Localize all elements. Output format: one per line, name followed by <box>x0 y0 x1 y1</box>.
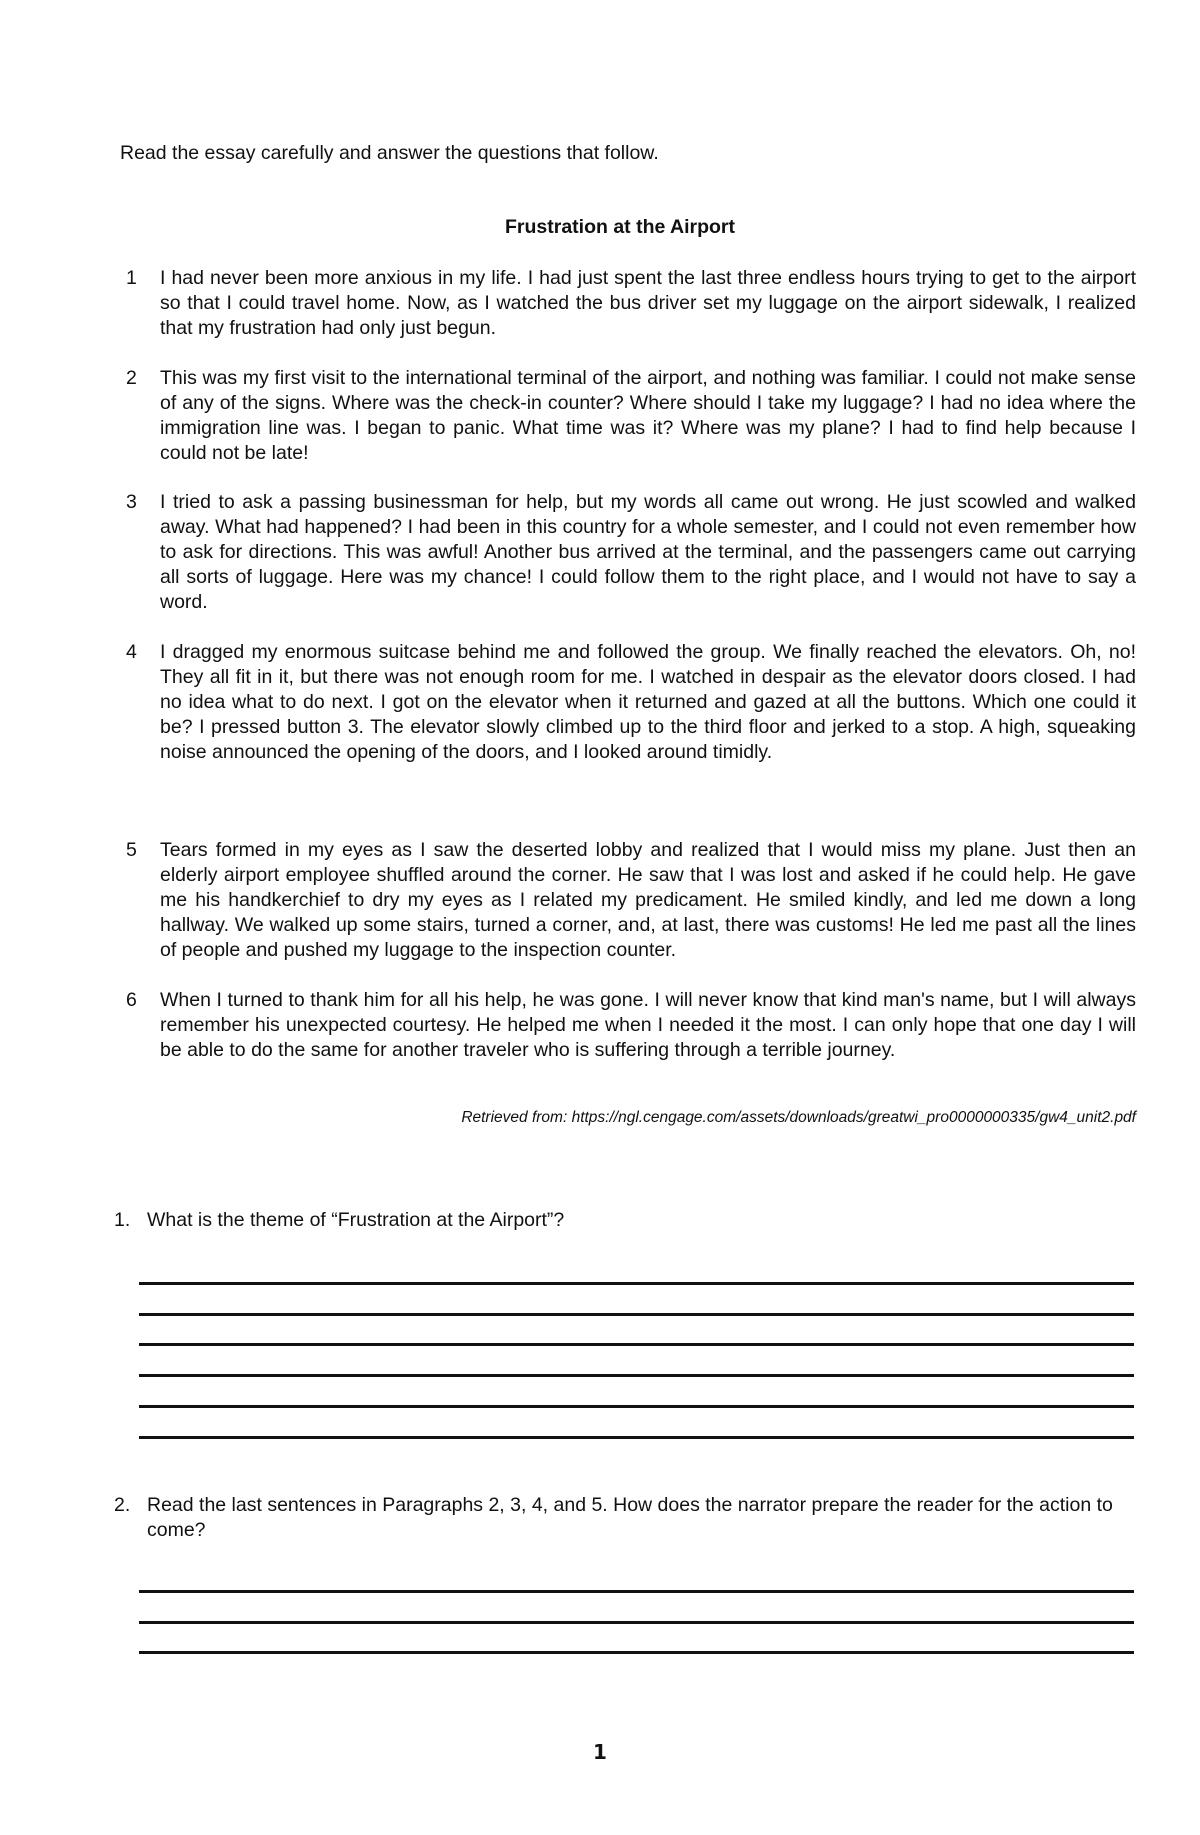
paragraph-number: 5 <box>126 839 137 861</box>
question-1 <box>114 1208 1136 1233</box>
answer-line[interactable] <box>139 1282 1134 1285</box>
question-2 <box>114 1493 1136 1543</box>
paragraph-text: I tried to ask a passing businessman for help, but my words all came out wrong. He just scowled and walked away. What had happened? I had been in this country for a whole semester, and I could not even remember how to ask for directions. This was awful! Another bus arrived at the terminal, and the passengers came out carrying all sorts of luggage. Here was my chance! I could follow them to the right place, and I would not have to say a word. <box>160 491 1136 613</box>
page-number: 1 <box>593 1740 607 1764</box>
paragraph-text: I had never been more anxious in my life. I had just spent the last three endless hours trying to get to the airport so that I could travel home. Now, as I watched the bus driver set my luggage on the airport sidewalk, I realized that my frustration had only just begun. <box>160 267 1136 339</box>
question-text: What is the theme of “Frustration at the Airport”? <box>147 1209 565 1231</box>
paragraph-5 <box>126 838 1136 963</box>
answer-line[interactable] <box>139 1313 1134 1316</box>
paragraph-4 <box>126 640 1136 765</box>
answer-line[interactable] <box>139 1405 1134 1408</box>
instructions: Read the essay carefully and answer the questions that follow. <box>120 142 659 164</box>
answer-line[interactable] <box>139 1374 1134 1377</box>
question-number: 1. <box>114 1209 131 1231</box>
answer-line[interactable] <box>139 1590 1134 1593</box>
paragraph-number: 6 <box>126 989 137 1011</box>
question-text: Read the last sentences in Paragraphs 2, 3, 4, and 5. How does the narrator prepare the reader for the action to come? <box>147 1494 1113 1541</box>
answer-line[interactable] <box>139 1436 1134 1439</box>
paragraph-text: I dragged my enormous suitcase behind me and followed the group. We finally reached the elevators. Oh, no! They all fit in it, but there was not enough room for me. I watched in despair as the elevator doors closed. I had no idea what to do next. I got on the elevator when it returned and gazed at all the buttons. Which one could it be? I pressed button 3. The elevator slowly climbed up to the third floor and jerked to a stop. A high, squeaking noise announced the opening of the doors, and I looked around timidly. <box>160 641 1136 763</box>
paragraph-number: 4 <box>126 641 137 663</box>
paragraph-number: 3 <box>126 491 137 513</box>
paragraph-1 <box>126 266 1136 341</box>
paragraph-6 <box>126 988 1136 1063</box>
paragraph-text: When I turned to thank him for all his help, he was gone. I will never know that kind man's name, but I will always remember his unexpected courtesy. He helped me when I needed it the most. I can only hope that one day I will be able to do the same for another traveler who is suffering through a terrible journey. <box>160 989 1136 1061</box>
paragraph-number: 2 <box>126 367 137 389</box>
paragraph-3 <box>126 490 1136 615</box>
question-number: 2. <box>114 1494 131 1516</box>
paragraph-number: 1 <box>126 267 137 289</box>
answer-line[interactable] <box>139 1343 1134 1346</box>
source-citation: Retrieved from: https://ngl.cengage.com/assets/downloads/greatwi_pro0000000335/gw4_unit2.pdf <box>461 1109 1136 1126</box>
paragraph-text: This was my first visit to the international terminal of the airport, and nothing was familiar. I could not make sense of any of the signs. Where was the check-in counter? Where should I take my luggage? I had no idea where the immigration line was. I began to panic. What time was it? Where was my plane? I had to find help because I could not be late! <box>160 367 1136 464</box>
answer-line[interactable] <box>139 1621 1134 1624</box>
answer-line[interactable] <box>139 1651 1134 1654</box>
paragraph-text: Tears formed in my eyes as I saw the deserted lobby and realized that I would miss my plane. Just then an elderly airport employee shuffled around the corner. He saw that I was lost and asked if he could help. He gave me his handkerchief to dry my eyes as I related my predicament. He smiled kindly, and led me down a long hallway. We walked up some stairs, turned a corner, and, at last, there was customs! He led me past all the lines of people and pushed my luggage to the inspection counter. <box>160 839 1136 961</box>
essay-title: Frustration at the Airport <box>504 216 736 238</box>
paragraph-2 <box>126 366 1136 466</box>
